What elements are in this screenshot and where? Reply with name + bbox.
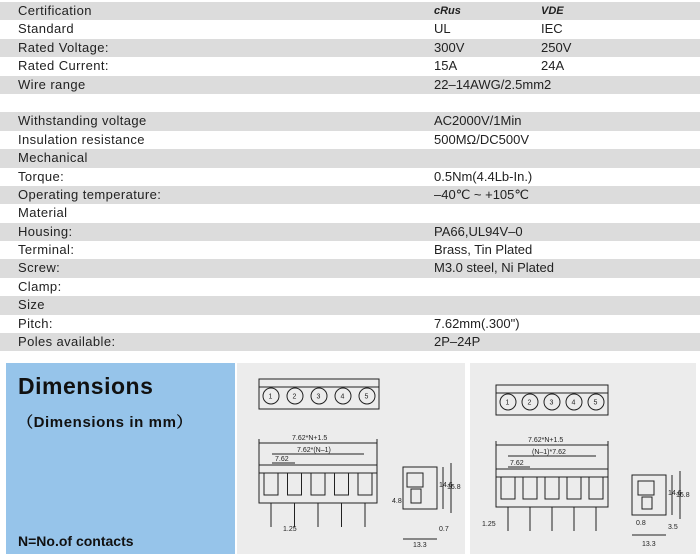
spec-label: Clamp:: [18, 278, 62, 294]
spec-value-1: 500MΩ/DC500V: [434, 131, 529, 147]
dim-h1-label: 14.6: [439, 482, 453, 489]
spec-label: Housing:: [18, 223, 73, 239]
dim-overall-label: 7.62*N+1.5: [528, 437, 564, 444]
spec-value-1: 22–14AWG/2.5mm2: [434, 76, 552, 92]
spec-label: Torque:: [18, 168, 65, 184]
spec-label: Screw:: [18, 260, 61, 276]
spec-row: [0, 76, 700, 94]
spec-value-1: 7.62mm(.300"): [434, 315, 520, 331]
drawing-right: [470, 363, 696, 554]
spec-label: Rated Voltage:: [18, 39, 109, 55]
drawing-left: [237, 363, 465, 554]
terminal-slot: [589, 477, 603, 499]
spec-value-1: 15A: [434, 58, 458, 74]
terminal-number: 3: [549, 399, 554, 407]
dim-t-label: 0.7: [439, 526, 449, 533]
terminal-slot: [523, 477, 537, 499]
drawing-right-svg: [470, 363, 696, 554]
spec-label: Insulation resistance: [18, 131, 145, 147]
dimensions-title: Dimensions: [18, 373, 154, 399]
spec-row: [0, 20, 700, 38]
front-view-body: [496, 469, 608, 507]
dim-pitch-total-label: (N–1)*7.62: [532, 449, 566, 456]
terminal-slot: [335, 473, 349, 495]
spec-label: Withstanding voltage: [18, 113, 147, 129]
terminal-slot: [358, 473, 372, 495]
spec-value-1: UL: [434, 21, 451, 37]
spec-label: Poles available:: [18, 334, 116, 350]
spec-value-1: AC2000V/1Min: [434, 113, 522, 129]
dim-pin-label: 3.5: [668, 524, 678, 531]
terminal-slot: [264, 473, 278, 495]
spec-label: Standard: [18, 21, 74, 37]
spec-row: [0, 241, 700, 259]
spec-row: [0, 39, 700, 57]
vde-mark-icon: VDE: [541, 5, 564, 17]
spec-value-2: 24A: [541, 58, 565, 74]
dim-pitch-total-label: 7.62*(N–1): [297, 447, 331, 454]
dim-pitch-label: 7.62: [275, 456, 289, 463]
dim-w-label: 13.3: [642, 541, 656, 548]
terminal-number: 4: [571, 399, 576, 407]
terminal-number: 1: [505, 399, 510, 407]
spec-row: [0, 296, 700, 314]
dim-pin-label: 4.8: [392, 498, 402, 505]
spec-value-1: –40℃ ~ +105℃: [434, 186, 529, 202]
dim-w-label: 13.3: [413, 542, 427, 549]
spec-row: [0, 2, 700, 20]
spec-label: Size: [18, 297, 45, 313]
spec-label: Mechanical: [18, 150, 88, 166]
spec-value-1: PA66,UL94V–0: [434, 223, 523, 239]
front-view-body: [259, 465, 377, 503]
spec-row: [0, 94, 700, 112]
terminal-slot: [311, 473, 325, 495]
terminal-slot: [545, 477, 559, 499]
spec-value-1: 2P–24P: [434, 334, 481, 350]
dimensions-panel: [6, 363, 235, 554]
spec-row: [0, 168, 700, 186]
dim-offset-label: 1.25: [482, 521, 496, 528]
spec-label: Material: [18, 205, 68, 221]
spec-row: [0, 333, 700, 351]
spec-label: Rated Current:: [18, 58, 109, 74]
terminal-number: 5: [593, 399, 598, 407]
spec-value-1: Brass, Tin Plated: [434, 242, 533, 258]
dim-t-label: 0.8: [636, 520, 646, 527]
dim-h2-label: 16.8: [676, 492, 690, 499]
spec-row: [0, 112, 700, 130]
spec-label: Wire range: [18, 76, 86, 92]
dimensions-subtitle: （Dimensions in mm）: [18, 414, 193, 431]
spec-value-2: 250V: [541, 39, 572, 55]
spec-label: Terminal:: [18, 242, 75, 258]
terminal-slot: [501, 477, 515, 499]
spec-row: [0, 315, 700, 333]
spec-value-1: 0.5Nm(4.4Lb-In.): [434, 168, 533, 184]
spec-row: [0, 259, 700, 277]
spec-value-1: M3.0 steel, Ni Plated: [434, 260, 554, 276]
terminal-number: 3: [316, 393, 321, 401]
spec-label: Operating temperature:: [18, 186, 162, 202]
spec-row: [0, 223, 700, 241]
terminal-number: 4: [340, 393, 345, 401]
spec-value-2: IEC: [541, 21, 563, 37]
dim-h2-label: 16.8: [447, 484, 461, 491]
spec-row: [0, 186, 700, 204]
terminal-number: 1: [268, 393, 273, 401]
drawing-left-svg: [237, 363, 465, 554]
spec-row: [0, 278, 700, 296]
spec-row: [0, 57, 700, 75]
spec-row: [0, 204, 700, 222]
spec-label: Pitch:: [18, 315, 53, 331]
spec-value-1: 300V: [434, 39, 465, 55]
terminal-number: 2: [527, 399, 532, 407]
spec-table: [0, 2, 700, 351]
spec-row: [0, 131, 700, 149]
dim-offset-label: 1.25: [283, 526, 297, 533]
dim-h1-label: 14.6: [668, 490, 682, 497]
terminal-slot: [567, 477, 581, 499]
dim-overall-label: 7.62*N+1.5: [292, 435, 328, 442]
spec-label: Certification: [18, 3, 92, 18]
contacts-note: N=No.of contacts: [18, 533, 134, 549]
dim-pitch-label: 7.62: [510, 460, 524, 467]
spec-row: [0, 149, 700, 167]
ul-recognized-mark-icon: cRus: [434, 5, 461, 17]
terminal-number: 5: [364, 393, 369, 401]
terminal-number: 2: [292, 393, 297, 401]
terminal-slot: [288, 473, 302, 495]
